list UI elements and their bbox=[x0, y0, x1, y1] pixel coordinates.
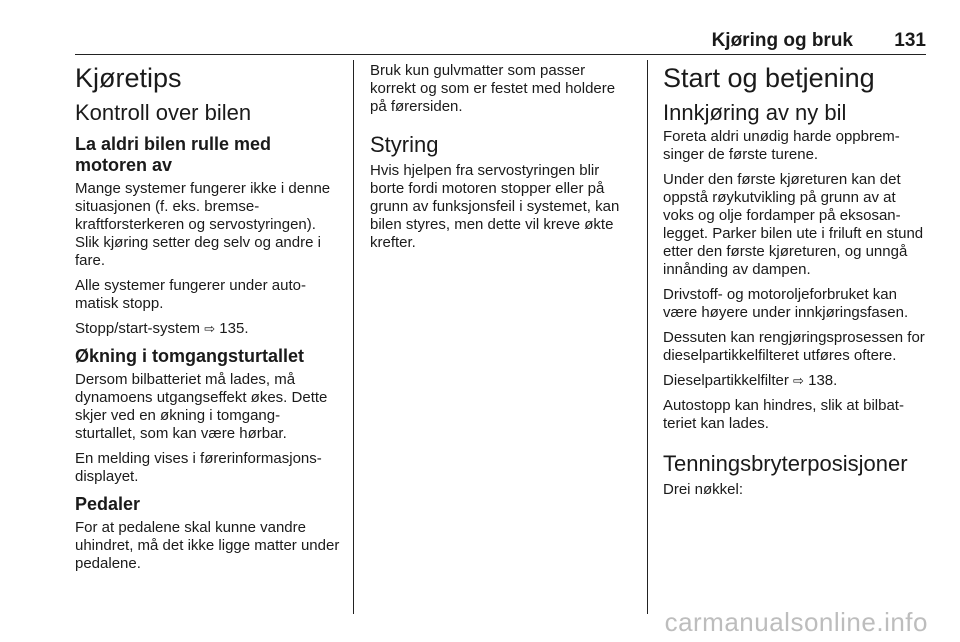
reference-page: 135. bbox=[219, 320, 249, 337]
paragraph: Drei nøkkel: bbox=[663, 481, 744, 498]
cross-reference[interactable] bbox=[75, 320, 340, 338]
page-number: 131 bbox=[894, 30, 926, 51]
paragraph: Hvis hjelpen fra servostyringen blir borte fordi motoren stopper eller på grunn av funksjonsfeil i systemet, kan bilen styres, men dette vil kreve økte krefter. bbox=[370, 162, 620, 251]
paragraph: Mange systemer fungerer ikke i denne situasjonen (f. eks. bremse-kraftforsterkeren og servostyringen). Slik kjøring setter deg selv og andre i fare. bbox=[75, 180, 331, 269]
column-2 bbox=[370, 62, 634, 259]
section-heading: Kontroll over bilen bbox=[75, 100, 252, 125]
section-heading-innkjoring: Innkjøring av ny bil bbox=[663, 100, 847, 125]
paragraph: Under den første kjøreturen kan det oppstå røykutvikling på grunn av at voks og olje fordamper på eksosan-legget. Parker bilen ute i friluft en stund etter den første kjøreturen, og unngå innånding av dampen. bbox=[663, 171, 924, 278]
section-title: Kjøring og bruk bbox=[711, 30, 853, 51]
chapter-title: Start og betjening bbox=[663, 63, 875, 93]
chapter-title: Kjøretips bbox=[75, 63, 182, 93]
subheading-rulle: La aldri bilen rulle med motoren av bbox=[75, 134, 272, 175]
paragraph: En melding vises i førerinformasjons-displayet. bbox=[75, 450, 322, 485]
paragraph: For at pedalene skal kunne vandre uhindret, må det ikke ligge matter under pedalene. bbox=[75, 519, 340, 572]
watermark: carmanualsonline.info bbox=[664, 607, 928, 637]
section-heading-styring: Styring bbox=[370, 132, 439, 157]
page-ref-arrow-icon: ⇨ bbox=[204, 321, 216, 336]
column-divider-1 bbox=[353, 60, 354, 614]
paragraph: Autostopp kan hindres, slik at bilbat-teriet kan lades. bbox=[663, 397, 904, 432]
page-header bbox=[75, 28, 926, 55]
column-divider-2 bbox=[647, 60, 648, 614]
reference-text: Stopp/start-system bbox=[75, 320, 201, 337]
cross-reference[interactable] bbox=[663, 372, 928, 390]
paragraph: Dessuten kan rengjøringsprosessen for dieselpartikkelfilteret utføres oftere. bbox=[663, 329, 925, 364]
paragraph: Dersom bilbatteriet må lades, må dynamoens utgangseffekt økes. Dette skjer ved en økning i tomgang-sturtallet, som kan være hørbar. bbox=[75, 371, 328, 442]
reference-text: Dieselpartikkelfilter bbox=[663, 372, 789, 389]
column-3 bbox=[663, 62, 928, 506]
page-ref-arrow-icon: ⇨ bbox=[793, 373, 804, 388]
column-1 bbox=[75, 62, 340, 580]
paragraph: Bruk kun gulvmatter som passer korrekt og som er festet med holdere på førersiden. bbox=[370, 62, 616, 115]
paragraph: Drivstoff- og motoroljeforbruket kan være høyere under innkjøringsfasen. bbox=[663, 286, 909, 321]
paragraph: Alle systemer fungerer under auto-matisk stopp. bbox=[75, 277, 306, 312]
section-heading-tenning: Tenningsbryterposisjoner bbox=[663, 451, 908, 476]
reference-page: 138. bbox=[808, 372, 838, 389]
paragraph: Foreta aldri unødig harde oppbrem-singer de første turene. bbox=[663, 128, 900, 163]
subheading-tomgang: Økning i tomgangsturtallet bbox=[75, 346, 305, 366]
subheading-pedaler: Pedaler bbox=[75, 494, 141, 514]
